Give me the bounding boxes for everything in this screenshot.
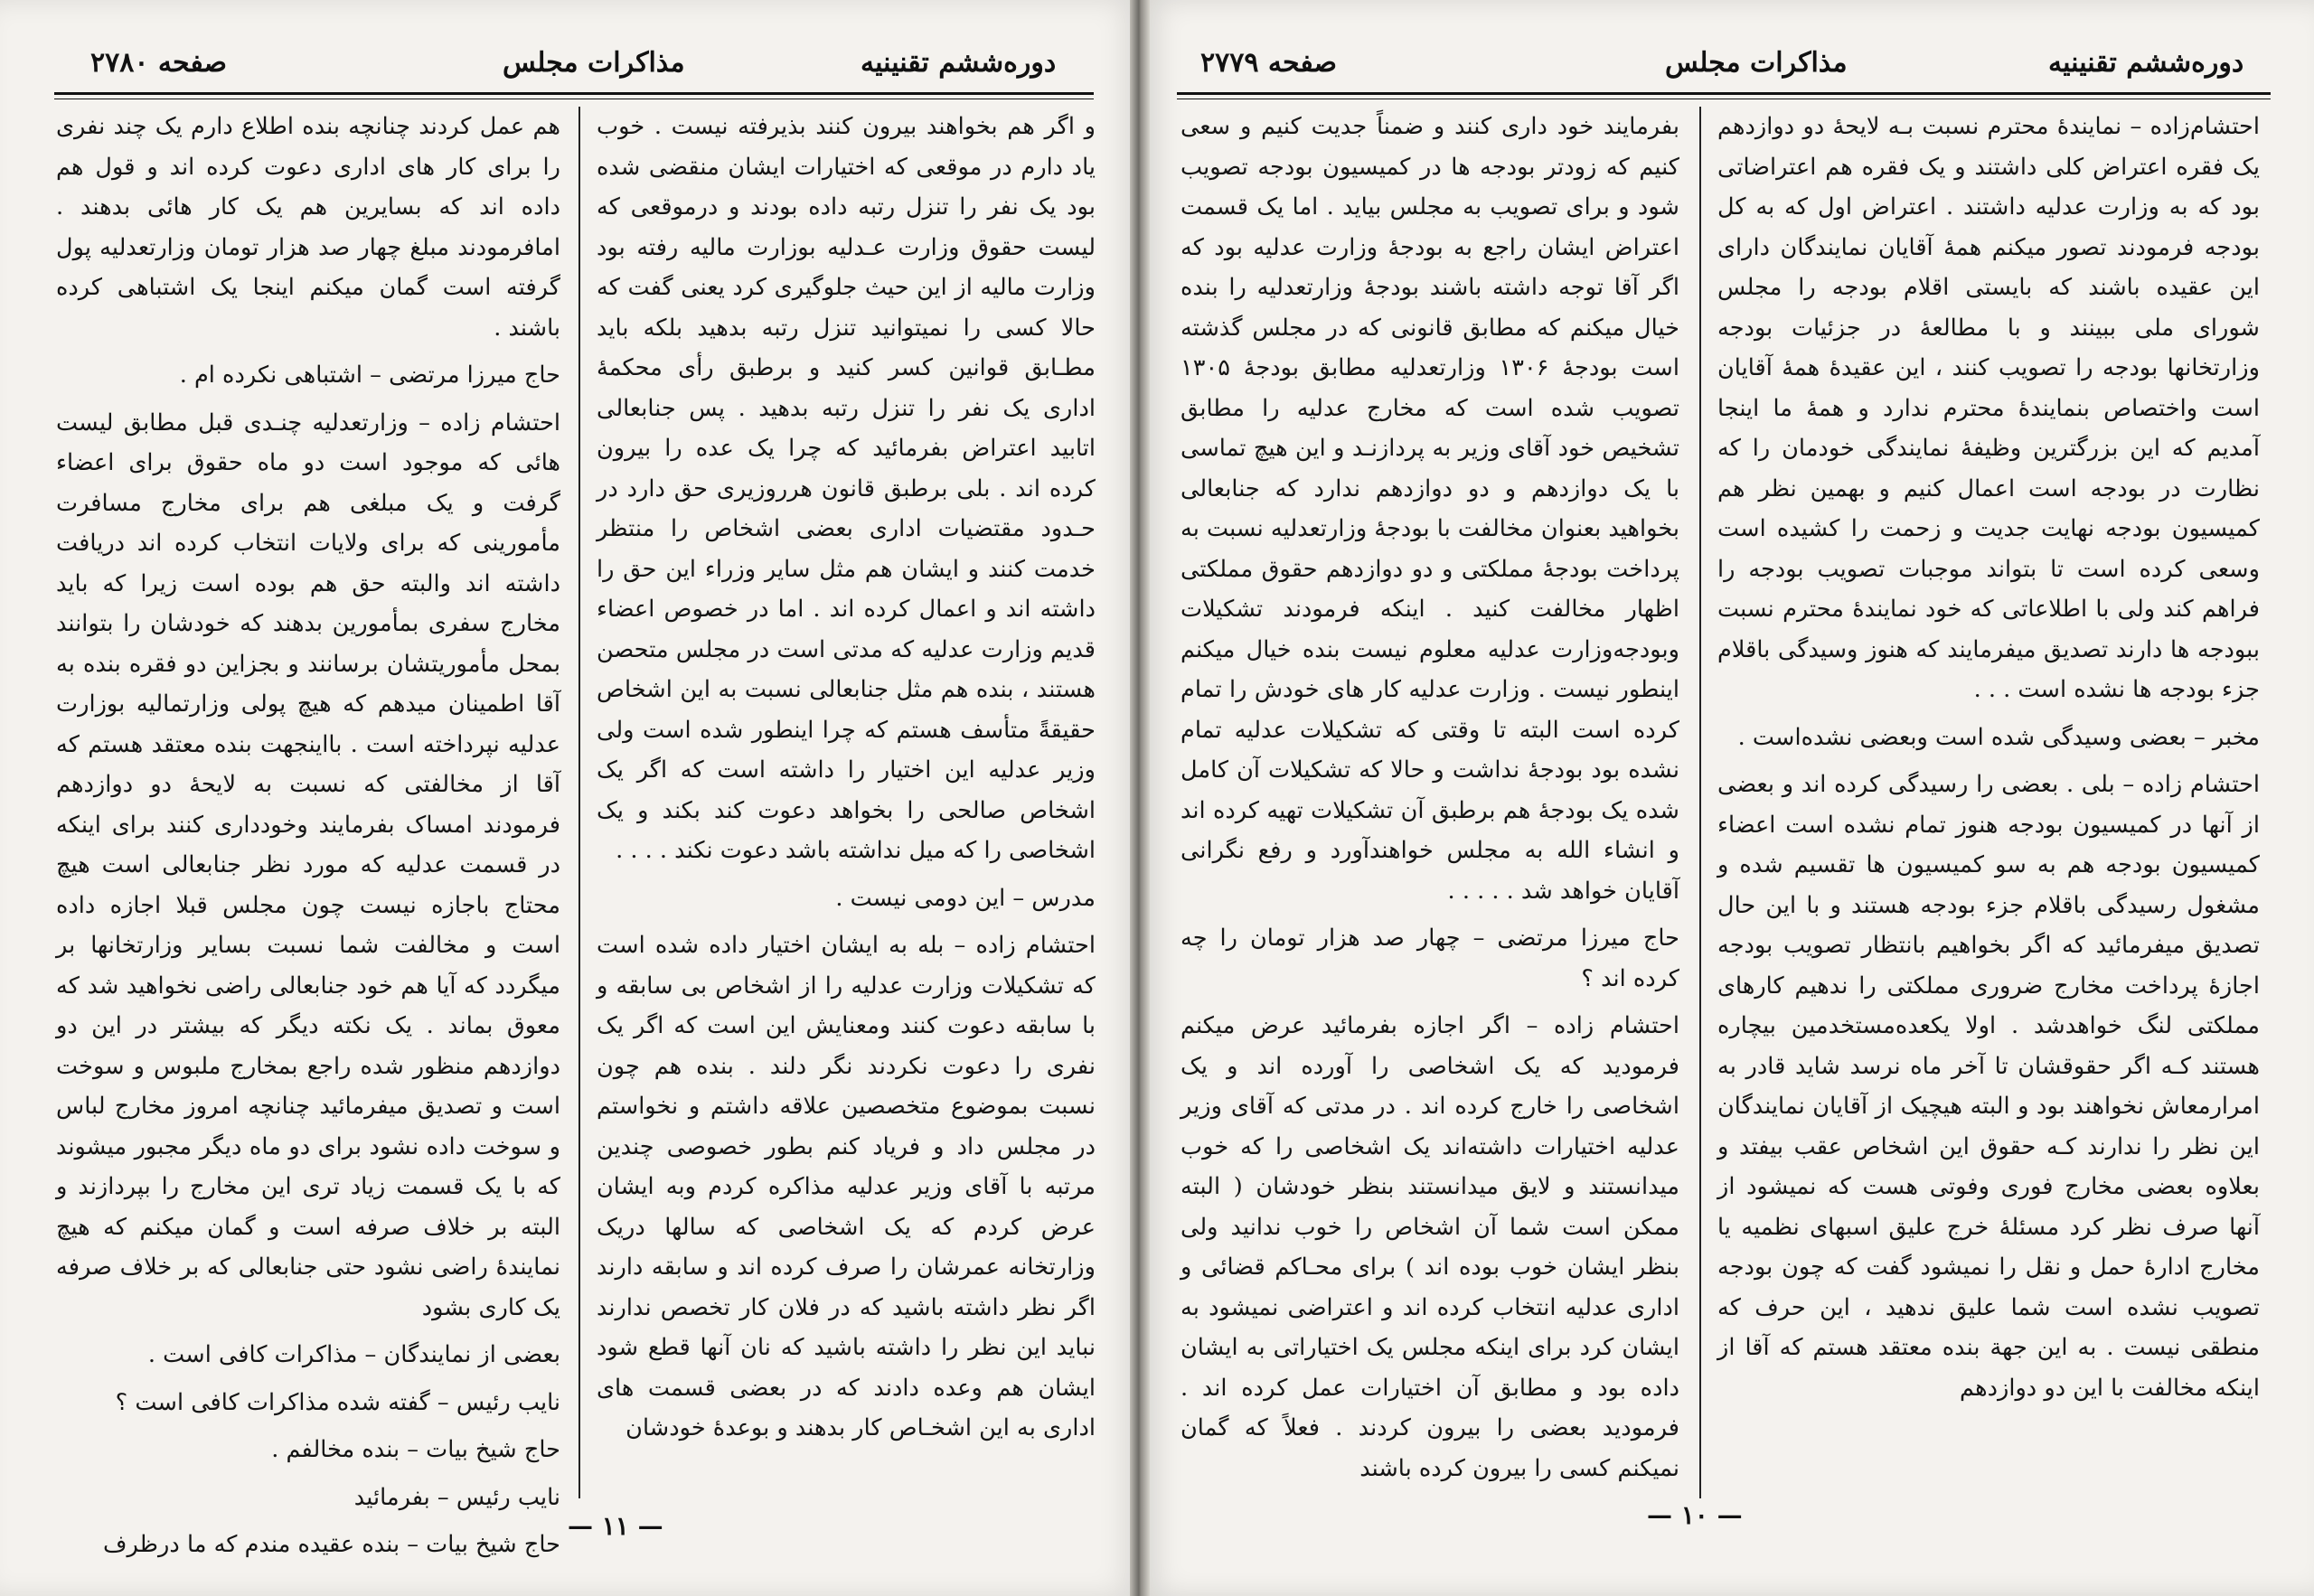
- paragraph: حاج میرزا مرتضی – اشتباهی نکرده ام .: [179, 361, 560, 389]
- left-page-number-label: صفحه ۲۷۸۰: [90, 47, 227, 79]
- left-page: [0, 0, 1141, 1596]
- paragraph: احتشام زاده – بلی . بعضی را رسیدگی کرده اند و بعضی از آنها در کمیسیون بودجه هنوز تمام نشده است اعضاء کمیسیون بودجه هم به سو کمیسیون ها تقسیم شده و مشغول رسیدگی باقلام جزء بودجه هستند و با این حال تصدیق میفرمائید که اگر بخواهیم بانتظار تصویب بودجه اجازهٔ پرداخت مخارج ضروری مملکتی را ندهیم کارهای مملکتی لنگ خواهدشد . اولا یکعده‌مستخدمین بیچاره هستند کـه اگر حقوقشان تا آخر ماه نرسد شاید قادر به امرارمعاش نخواهند بود و البته هیچیک از آقایان نمایندگان این نظر را ندارند کـه حقوق این اشخاص عقب بیفتد و بعلاوه بعضی مخارج فوری وفوتی هست که نمیشود از آنها صرف نظر کرد مسئلهٔ خرج علیق اسبهای نظمیه یا مخارج ادارهٔ حمل و نقل را نمیشود گفت که چون بودجه تصویب نشده است شما علیق ندهید ، این حرف که منطقی نیست . به این جهة بنده معتقد هستم که آقا از اینکه مخالفت با این دو دوازدهم: [1717, 771, 2260, 1402]
- paragraph: احتشام زاده – بله به ایشان اختیار داده شده است که تشکیلات وزارت عدلیه را از اشخاص بی سابقه و با سابقه دعوت کنند ومعنایش این است که اگر یک نفری را دعوت نکردند نگر دلند . بنده هم چون نسبت بموضوع متخصصین علاقه داشتم و نخواستم در مجلس داد و فریاد کنم بطور خصوصی چندین مرتبه با آقای وزیر عدلیه مذاکره کردم وبه ایشان عرض کردم که یک اشخاصی که سالها دریک وزارتخانه عمرشان را صرف کرده اند و سابقه دارند اگر نظر داشته باشید که در فلان کار تخصص ندارند نباید این نظر را داشته باشید که نان آنها قطع شود ایشان هم وعده دادند که در بعضی قسمت های اداری به این اشخـاص کار بدهند و بوعدهٔ خودشان: [597, 932, 1096, 1441]
- paragraph: حاج میرزا مرتضی – چهار صد هزار تومان را چه کرده اند ؟: [1181, 925, 1679, 992]
- right-term-title: دوره‌ششم تقنینیه: [2048, 47, 2244, 79]
- paragraph: نایب رئیس – بفرمائید: [353, 1483, 560, 1511]
- paragraph: احتشام زاده – اگر اجازه بفرمائید عرض میکنم فرمودید که یک اشخاصی را آورده اند و یک اشخاصی را خارج کرده اند . در مدتی که آقای وزیر عدلیه اختیارات داشته‌اند یک اشخاصی را که خوب میدانستند و لایق میدانستند بنظر خودشان ( البته ممکن است شما آن اشخاص را خوب ندانید ولی بنظر ایشان خوب بوده اند ) برای محـاکم قضائی و اداری عدلیه انتخاب کرده اند و اعتراضی نمیشود به ایشان کرد برای اینکه مجلس یک اختیاراتی به ایشان داده بود و مطابق آن اختیارات عمل کرده اند . فرمودید بعضی را بیرون کردند . فعلاً که گمان نمیکنم کسی را بیرون کرده باشند: [1181, 1012, 1679, 1482]
- book-gutter: [1130, 0, 1150, 1596]
- paragraph: مخبر – بعضی وسیدگی شده است وبعضی نشده‌است .: [1737, 723, 2260, 751]
- right-page-header: [1141, 38, 2314, 92]
- paragraph: بعضی از نمایندگان – مذاکرات کافی است .: [147, 1341, 560, 1368]
- left-column-divider: [578, 107, 580, 1498]
- paragraph: مدرس – این دومی نیست .: [835, 884, 1096, 912]
- left-page-left-column: [56, 107, 560, 1565]
- paragraph: احتشام زاده – وزارتعدلیه چنـدی قبل مطابق لیست هائی که موجود است دو ماه حقوق برای اعضاء گرفت و یک مبلغی هم برای مخارج مسافرت مأمورینی که برای ولایات انتخاب کرده اند دریافت داشته اند والبته حق هم بوده است زیرا که باید مخارج سفری بمأمورین بدهند که خودشان را بتوانند بمحل مأموریتشان برسانند و بجزاین دو فقره بنده به آقا اطمینان میدهم که هیچ پولی وزارتمالیه بوزارت عدلیه نپرداخته است . بااینجهت بنده معتقد هستم که آقا از مخالفتی که نسبت به لایحهٔ دو دوازدهم فرمودند امساک بفرمایند وخودداری کنند برای اینکه در قسمت عدلیه که مورد نظر جنابعالی است هیچ محتاج باجازه نیست چون مجلس قبلا اجازه داده است و مخالفت شما نسبت بسایر وزارتخانها بر میگردد که آیا هم خود جنابعالی راضی نخواهید شد که معوق بماند . یک نکته دیگر که بیشتر در این دو دوازدهم منظور شده راجع بمخارج ملبوس و سوخت است و تصدیق میفرمائید چنانچه امروز مخارج لباس و سوخت داده نشود برای دو ماه دیگر مجبور میشوند که با یک قسمت زیاد تری این مخارج را بپردازند و البته بر خلاف صرفه است و گمان میکنم که هیچ نمایندهٔ راضی نشود حتی جنابعالی که بر خلاف صرفه یک کاری بشود: [56, 408, 560, 1321]
- left-folio: — ۱۱ —: [568, 1511, 663, 1541]
- paragraph: حاج شیخ بیات – بنده مخالفم .: [271, 1436, 560, 1463]
- left-section-title: مذاکرات مجلس: [503, 47, 685, 79]
- right-folio: — ۱۰ —: [1647, 1500, 1743, 1530]
- left-header-rule: [54, 92, 1094, 95]
- left-page-header: [0, 38, 1141, 92]
- right-section-title: مذاکرات مجلس: [1665, 47, 1848, 79]
- right-page-number-label: صفحه ۲۷۷۹: [1200, 47, 1337, 79]
- paragraph: احتشام‌زاده – نمایندهٔ محترم نسبت بـه لایحهٔ دو دوازدهم یک فقره اعتراض کلی داشتند و یک فقره هم اعتراضاتی بود که به وزارت عدلیه داشتند . اعتراض اول که به کل بودجه فرمودند تصور میکنم همهٔ آقایان نمایندگان دارای این عقیده باشند که بایستی اقلام بودجه را مجلس شورای ملی ببینند و با مطالعهٔ در جزئیات بودجه وزارتخانها بودجه را تصویب کنند ، این عقیدهٔ همهٔ آقایان است واختصاص بنمایندهٔ محترم ندارد و همهٔ ما اینجا آمدیم که این بزرگترین وظیفهٔ نمایندگی خودمان را که نظارت در بودجه است اعمال کنیم و بهمین نظر هم کمیسیون بودجه نهایت جدیت و زحمت را کشیده است وسعی کرده است تا بتواند موجبات تصویب بودجه را فراهم کند ولی با اطلاعاتی که خود نمایندهٔ محترم نسبت ببودجه ها دارند تصدیق میفرمایند که هنوز وسیدگی باقلام جزء بودجه ها نشده است . . .: [1717, 113, 2260, 703]
- paragraph: حاج شیخ بیات – بنده عقیده مندم که ما درظرف: [103, 1531, 560, 1558]
- right-page: [1141, 0, 2314, 1596]
- right-column-divider: [1699, 107, 1701, 1498]
- paragraph: نایب رئیس – گفته شده مذاکرات کافی است ؟: [115, 1388, 560, 1416]
- paragraph: بفرمایند خود داری کنند و ضمناً جدیت کنیم و سعی کنیم که زودتر بودجه ها در کمیسیون بودجه تصویب شود و برای تصویب به مجلس بیاید . اما یک قسمت اعتراض ایشان راجع به بودجهٔ وزارت عدلیه بود که اگر آقا توجه داشته باشند بودجهٔ وزارتعدلیه را بنده خیال میکنم که مطابق قانونی که در مجلس گذشته است بودجهٔ ۱۳۰۶ وزارتعدلیه مطابق بودجهٔ ۱۳۰۵ تصویب شده است که مخارج عدلیه را مطابق تشخیص خود آقای وزیر به پردازنـد و این هیچ تماسی با یک دوازدهم و دو دوازدهم ندارد که جنابعالی بخواهید بعنوان مخالفت با بودجهٔ وزارتعدلیه نسبت به پرداخت بودجهٔ مملکتی و دو دوازدهم حقوق مملکتی اظهار مخالفت کنید . اینکه فرمودند تشکیلات وبودجه‌وزارت عدلیه معلوم نیست بنده خیال میکنم اینطور نیست . وزارت عدلیه کار های خودش را تمام کرده است البته تا وقتی که تشکیلات عدلیه تمام نشده بود بودجهٔ نداشت و حالا که تشکیلات آن کامل شده یک بودجهٔ هم برطبق آن تشکیلات تهیه کرده اند و انشاء الله به مجلس خواهندآورد و رفع نگرانی آقایان خواهد شد . . . . .: [1180, 113, 1679, 905]
- right-header-rule: [1177, 92, 2271, 95]
- paragraph: هم عمل کردند چنانچه بنده اطلاع دارم یک چند نفری را برای کار های اداری دعوت کرده اند و قول هم داده اند که بسایرین هم یک کار هائی بدهند . امافرمودند مبلغ چهار صد هزار تومان وزارتعدلیه پول گرفته است گمان میکنم اینجا یک اشتباهی کرده باشند .: [56, 113, 560, 342]
- left-term-title: دوره‌ششم تقنینیه: [861, 47, 1057, 79]
- left-page-right-column: [597, 107, 1096, 1449]
- right-page-right-column: [1717, 107, 2260, 1408]
- paragraph: و اگر هم بخواهند بیرون کنند بذیرفته نیست . خوب یاد دارم در موقعی که اختیارات ایشان منقضی شده بود یک نفر را تنزل رتبه داده بودند و درموقعی که لیست حقوق وزارت عـدلیه بوزارت مالیه رفته بود وزارت مالیه از این حیث جلوگیری کرد یعنی گفت که حالا کسی را نمیتوانید تنزل رتبه بدهید بلکه باید مطـابق قوانین کسر کنید و برطبق رأی محکمهٔ اداری یک نفر را تنزل رتبه بدهید . پس جنابعالی اتابید اعتراض بفرمائید که چرا یک عده را بیرون کرده اند . بلی برطبق قانون هرروزیری حق دارد در حـدود مقتضیات اداری بعضی اشخاص را منتظر خدمت کنند و ایشان هم مثل سایر وزراء این حق را داشته اند و اعمال کرده اند . اما در خصوص اعضاء قدیم وزارت عدلیه که مدتی است در مجلس متحصن هستند ، بنده هم مثل جنابعالی نسبت به این اشخاص حقیقةً متأسف هستم که چرا اینطور شده است ولی وزیر عدلیه این اختیار را داشته است که اگر یک اشخاص صالحی را بخواهد دعوت کند بکند و یک اشخاصی را که میل نداشته باشد دعوت نکند . . . .: [597, 113, 1096, 864]
- right-page-left-column: [1181, 107, 1679, 1488]
